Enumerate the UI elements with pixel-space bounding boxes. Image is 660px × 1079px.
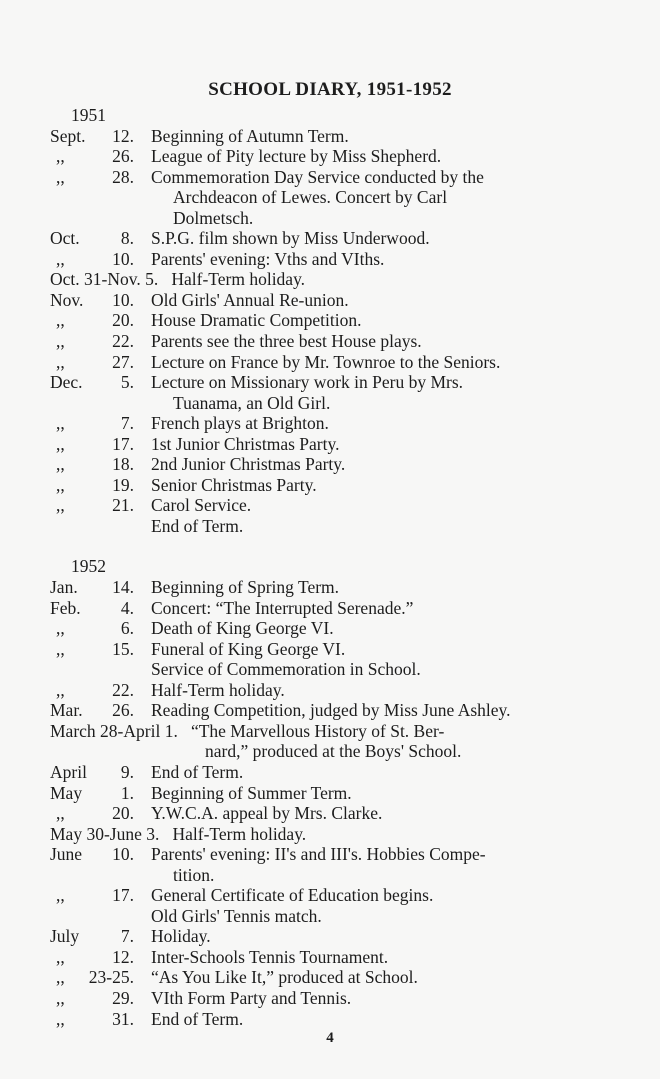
entry-text <box>50 844 610 885</box>
diary-entry <box>50 249 610 270</box>
diary-entry <box>50 988 610 1009</box>
entry-month: ,, <box>56 413 65 434</box>
entry-month: ,, <box>56 803 65 824</box>
entry-line: Half-Term holiday. <box>172 823 307 844</box>
entry-day: 6. <box>120 618 134 639</box>
diary-entry <box>50 413 610 434</box>
entry-line: End of Term. <box>151 1008 244 1029</box>
entry-day: 22. <box>112 679 134 700</box>
diary-entry <box>50 926 610 947</box>
entry-text <box>50 803 610 824</box>
diary-entry <box>50 269 610 290</box>
entry-day: 1. <box>120 782 134 803</box>
entry-text <box>50 988 610 1009</box>
entry-text <box>50 454 610 475</box>
entry-line: End of Term. <box>151 761 244 782</box>
entry-line: Parents see the three best House plays. <box>151 331 422 352</box>
entry-month: ,, <box>56 885 65 906</box>
diary-entry <box>50 885 610 906</box>
entry-month: July <box>50 926 80 947</box>
entry-month: ,, <box>56 618 65 639</box>
entry-line: Parents' evening: II's and III's. Hobbies Compe- <box>151 844 486 865</box>
entry-month: Dec. <box>50 372 83 393</box>
entry-line: Concert: “The Interrupted Serenade.” <box>151 597 414 618</box>
entry-text <box>50 577 610 598</box>
entry-line: Y.W.C.A. appeal by Mrs. Clarke. <box>151 803 383 824</box>
entry-text <box>50 516 610 537</box>
diary-entry <box>50 1009 610 1030</box>
diary-entry <box>50 475 610 496</box>
entry-day: 10. <box>112 844 134 865</box>
entry-day: 29. <box>112 987 134 1008</box>
entry-line: Half-Term holiday. <box>151 679 285 700</box>
entry-text <box>50 762 610 783</box>
entry-line: Beginning of Summer Term. <box>151 782 352 803</box>
entry-day: 8. <box>120 228 134 249</box>
entry-text <box>50 947 610 968</box>
entry-month: ,, <box>56 331 65 352</box>
entry-month: ,, <box>56 474 65 495</box>
entry-line: “The Marvellous History of St. Ber- <box>190 720 445 741</box>
entry-continuation-line: Dolmetsch. <box>173 207 254 228</box>
entry-month: ,, <box>56 638 65 659</box>
entry-line: End of Term. <box>151 515 244 536</box>
diary-entry <box>50 598 610 619</box>
diary-entry <box>50 700 610 721</box>
entry-month: ,, <box>56 679 65 700</box>
entry-line: Lecture on Missionary work in Peru by Mrs. <box>151 372 464 393</box>
diary-entry <box>50 659 610 680</box>
entry-text <box>50 126 610 147</box>
entry-line: League of Pity lecture by Miss Shepherd. <box>151 146 442 167</box>
entry-continuation-line: tition. <box>173 864 215 885</box>
diary-entry <box>50 577 610 598</box>
entry-month: ,, <box>56 248 65 269</box>
entry-day: 31. <box>112 1008 134 1029</box>
entry-day: 20. <box>112 310 134 331</box>
entry-text <box>50 659 610 680</box>
diary-entry <box>50 906 610 927</box>
diary-entry <box>50 967 610 988</box>
diary-entry <box>50 167 610 229</box>
entry-line: Beginning of Spring Term. <box>151 577 340 598</box>
entry-line: S.P.G. film shown by Miss Underwood. <box>151 228 430 249</box>
entry-text <box>50 700 610 721</box>
diary-list <box>50 105 610 1029</box>
entry-line: Commemoration Day Service conducted by the <box>151 166 484 187</box>
diary-entry <box>50 783 610 804</box>
year-heading: 1951 <box>71 105 106 125</box>
year-heading: 1952 <box>71 556 106 577</box>
entry-day: 14. <box>112 577 134 598</box>
entry-month: ,, <box>56 310 65 331</box>
entry-day: 15. <box>112 638 134 659</box>
entry-text <box>50 269 610 290</box>
entry-line: VIth Form Party and Tennis. <box>151 987 352 1008</box>
entry-day: 19. <box>112 474 134 495</box>
diary-entry <box>50 290 610 311</box>
diary-entry <box>50 721 610 762</box>
entry-month: Sept. <box>50 125 86 146</box>
diary-entry <box>50 352 610 373</box>
entry-line: French plays at Brighton. <box>151 413 329 434</box>
entry-day: 10. <box>112 248 134 269</box>
entry-line: Reading Competition, judged by Miss June Ashley. <box>151 700 511 721</box>
entry-line: Old Girls' Annual Re-union. <box>151 289 349 310</box>
entry-text <box>50 290 610 311</box>
diary-entry <box>50 824 610 845</box>
entry-text <box>50 824 610 845</box>
entry-line: 1st Junior Christmas Party. <box>151 433 340 454</box>
diary-entry <box>50 639 610 660</box>
entry-day: 7. <box>120 413 134 434</box>
entry-month: April <box>50 761 87 782</box>
entry-month: ,, <box>56 146 65 167</box>
diary-entry <box>50 372 610 413</box>
entry-line: Half-Term holiday. <box>171 269 306 290</box>
entry-day: 22. <box>112 331 134 352</box>
entry-date-range: Oct. 31-Nov. 5. <box>50 269 159 290</box>
diary-entry <box>50 762 610 783</box>
entry-text <box>50 495 610 516</box>
entry-day: 28. <box>112 166 134 187</box>
entry-text <box>50 352 610 373</box>
diary-entry <box>50 844 610 885</box>
entry-continuation-line: nard,” produced at the Boys' School. <box>205 741 462 762</box>
entry-continuation-line: Tuanama, an Old Girl. <box>173 392 331 413</box>
entry-day: 17. <box>112 433 134 454</box>
entry-text <box>50 926 610 947</box>
entry-month: Jan. <box>50 577 78 598</box>
entry-day: 21. <box>112 495 134 516</box>
page-number: 4 <box>326 1030 334 1046</box>
entry-month: June <box>50 844 83 865</box>
entry-day: 12. <box>112 946 134 967</box>
entry-line: Old Girls' Tennis match. <box>151 905 322 926</box>
entry-line: Holiday. <box>151 926 211 947</box>
diary-entry <box>50 516 610 537</box>
entry-month: Oct. <box>50 228 80 249</box>
entry-month: ,, <box>56 1008 65 1029</box>
entry-text <box>50 146 610 167</box>
entry-text <box>50 967 610 988</box>
entry-month: Mar. <box>50 700 83 721</box>
entry-day: 5. <box>120 372 134 393</box>
diary-entry <box>50 146 610 167</box>
entry-text <box>50 434 610 455</box>
entry-month: ,, <box>56 495 65 516</box>
entry-line: Parents' evening: Vths and VIths. <box>151 248 385 269</box>
entry-month: Feb. <box>50 597 81 618</box>
entry-text <box>50 639 610 660</box>
diary-entry <box>50 331 610 352</box>
entry-month: ,, <box>56 454 65 475</box>
entry-line: “As You Like It,” produced at School. <box>151 967 418 988</box>
entry-text <box>50 310 610 331</box>
entry-day: 23-25. <box>88 967 134 988</box>
diary-entry <box>50 803 610 824</box>
diary-entry <box>50 454 610 475</box>
entry-text <box>50 598 610 619</box>
entry-day: 26. <box>112 700 134 721</box>
entry-line: 2nd Junior Christmas Party. <box>151 454 346 475</box>
entry-day: 7. <box>120 926 134 947</box>
entry-text <box>50 228 610 249</box>
entry-day: 4. <box>120 597 134 618</box>
entry-line: Service of Commemoration in School. <box>151 659 421 680</box>
entry-line: Funeral of King George VI. <box>151 638 346 659</box>
entry-day: 26. <box>112 146 134 167</box>
entry-line: Beginning of Autumn Term. <box>151 125 349 146</box>
entry-date-range: March 28-April 1. <box>50 720 178 741</box>
entry-text <box>50 249 610 270</box>
entry-day: 10. <box>112 289 134 310</box>
entry-day: 17. <box>112 885 134 906</box>
entry-text <box>50 618 610 639</box>
entry-month: May <box>50 782 83 803</box>
diary-entry <box>50 680 610 701</box>
entry-day: 12. <box>112 125 134 146</box>
entry-text <box>50 721 610 762</box>
entry-month: ,, <box>56 166 65 187</box>
diary-entry <box>50 618 610 639</box>
entry-line: Carol Service. <box>151 495 252 516</box>
diary-entry <box>50 947 610 968</box>
entry-line: Lecture on France by Mr. Townroe to the Seniors. <box>151 351 501 372</box>
entry-text <box>50 783 610 804</box>
diary-entry <box>50 310 610 331</box>
entry-month: ,, <box>56 946 65 967</box>
entry-line: Death of King George VI. <box>151 618 334 639</box>
entry-text <box>50 1009 610 1030</box>
entry-month: ,, <box>56 351 65 372</box>
entry-continuation-line: Archdeacon of Lewes. Concert by Carl <box>173 187 448 208</box>
entry-month: ,, <box>56 987 65 1008</box>
entry-line: Senior Christmas Party. <box>151 474 317 495</box>
diary-entry <box>50 495 610 516</box>
entry-text <box>50 475 610 496</box>
diary-entry <box>50 434 610 455</box>
entry-line: Inter-Schools Tennis Tournament. <box>151 946 389 967</box>
entry-text <box>50 906 610 927</box>
entry-text <box>50 331 610 352</box>
entry-text <box>50 167 610 229</box>
entry-day: 20. <box>112 803 134 824</box>
entry-text <box>50 413 610 434</box>
entry-day: 18. <box>112 454 134 475</box>
diary-entry <box>50 228 610 249</box>
page-title: SCHOOL DIARY, 1951-1952 <box>208 79 452 100</box>
entry-line: General Certificate of Education begins. <box>151 885 434 906</box>
diary-entry <box>50 126 610 147</box>
entry-month: ,, <box>56 433 65 454</box>
entry-day: 27. <box>112 351 134 372</box>
entry-text <box>50 372 610 413</box>
entry-line: House Dramatic Competition. <box>151 310 362 331</box>
entry-date-range: May 30-June 3. <box>50 823 160 844</box>
entry-text <box>50 885 610 906</box>
entry-text <box>50 680 610 701</box>
entry-day: 9. <box>120 761 134 782</box>
entry-month: ,, <box>56 967 65 988</box>
entry-month: Nov. <box>50 289 84 310</box>
